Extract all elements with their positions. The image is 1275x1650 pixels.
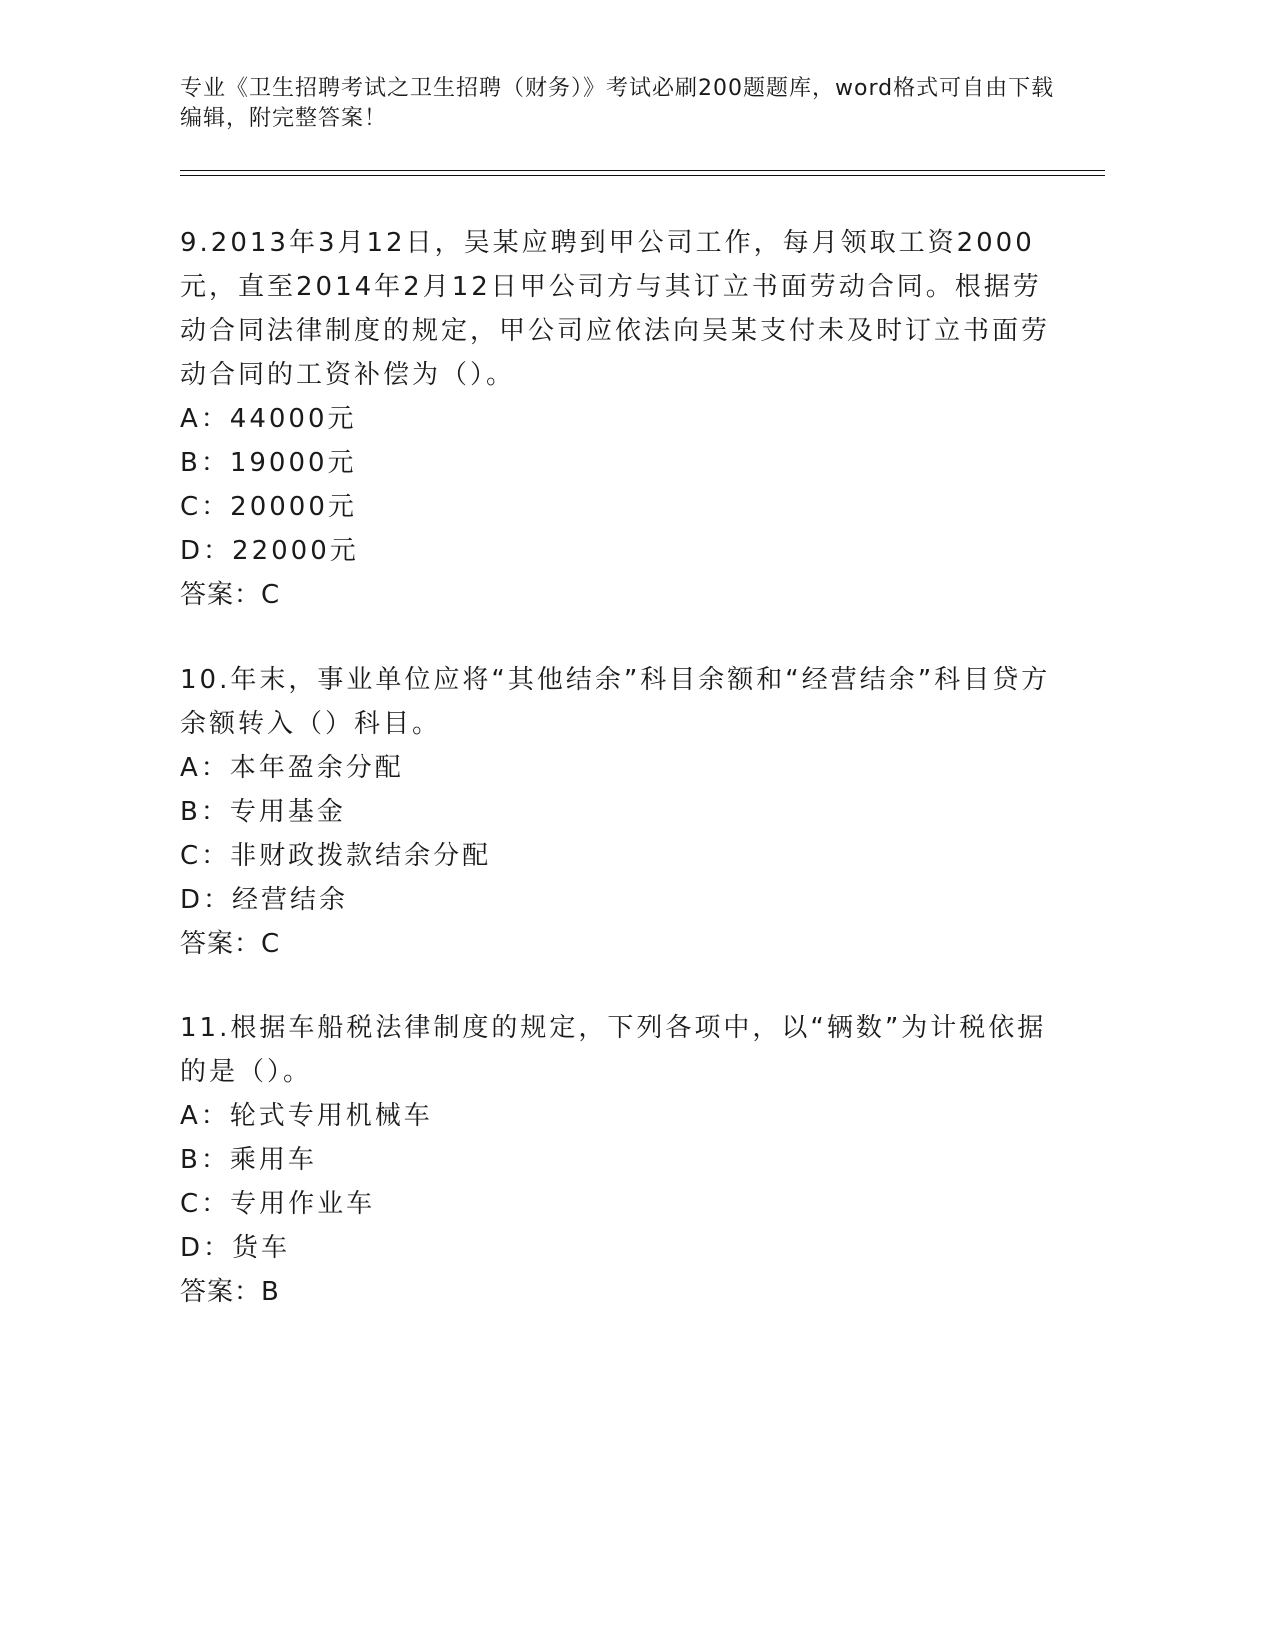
document-header: 专业《卫生招聘考试之卫生招聘（财务）》考试必刷200题题库，word格式可自由下载编辑，附完整答案！ (180, 76, 1055, 131)
answer-label: 答案：B (180, 1277, 280, 1307)
question-stem: 9.2013年3月12日，吴某应聘到甲公司工作，每月领取工资2000元，直至2014年2月12日甲公司方与其订立书面劳动合同。根据劳动合同法律制度的规定，甲公司应依法向吴某支付未及时订立书面劳动合同的工资补偿为（）。 (180, 228, 1051, 390)
option-c: C：非财政拨款结余分配 (180, 841, 492, 871)
option-c: C：专用作业车 (180, 1189, 376, 1219)
header-divider-bottom (180, 175, 1105, 176)
question-stem: 10.年末，事业单位应将“其他结余”科目余额和“经营结余”科目贷方余额转入（）科目。 (180, 665, 1051, 739)
option-a: A：44000元 (180, 404, 357, 434)
option-a: A：轮式专用机械车 (180, 1101, 433, 1131)
header-divider-top (180, 170, 1105, 171)
option-b: B：乘用车 (180, 1145, 317, 1175)
answer-label: 答案：C (180, 580, 281, 610)
question-stem: 11.根据车船税法律制度的规定，下列各项中，以“辆数”为计税依据的是（）。 (180, 1013, 1047, 1087)
question-11 (180, 1006, 1060, 1314)
option-b: B：专用基金 (180, 797, 346, 827)
option-a: A：本年盈余分配 (180, 753, 404, 783)
question-9 (180, 221, 1060, 617)
option-b: B：19000元 (180, 448, 357, 478)
option-c: C：20000元 (180, 492, 357, 522)
option-d: D：经营结余 (180, 885, 349, 915)
option-d: D：22000元 (180, 536, 359, 566)
option-d: D：货车 (180, 1233, 291, 1263)
answer-label: 答案：C (180, 929, 281, 959)
question-10 (180, 658, 1060, 966)
